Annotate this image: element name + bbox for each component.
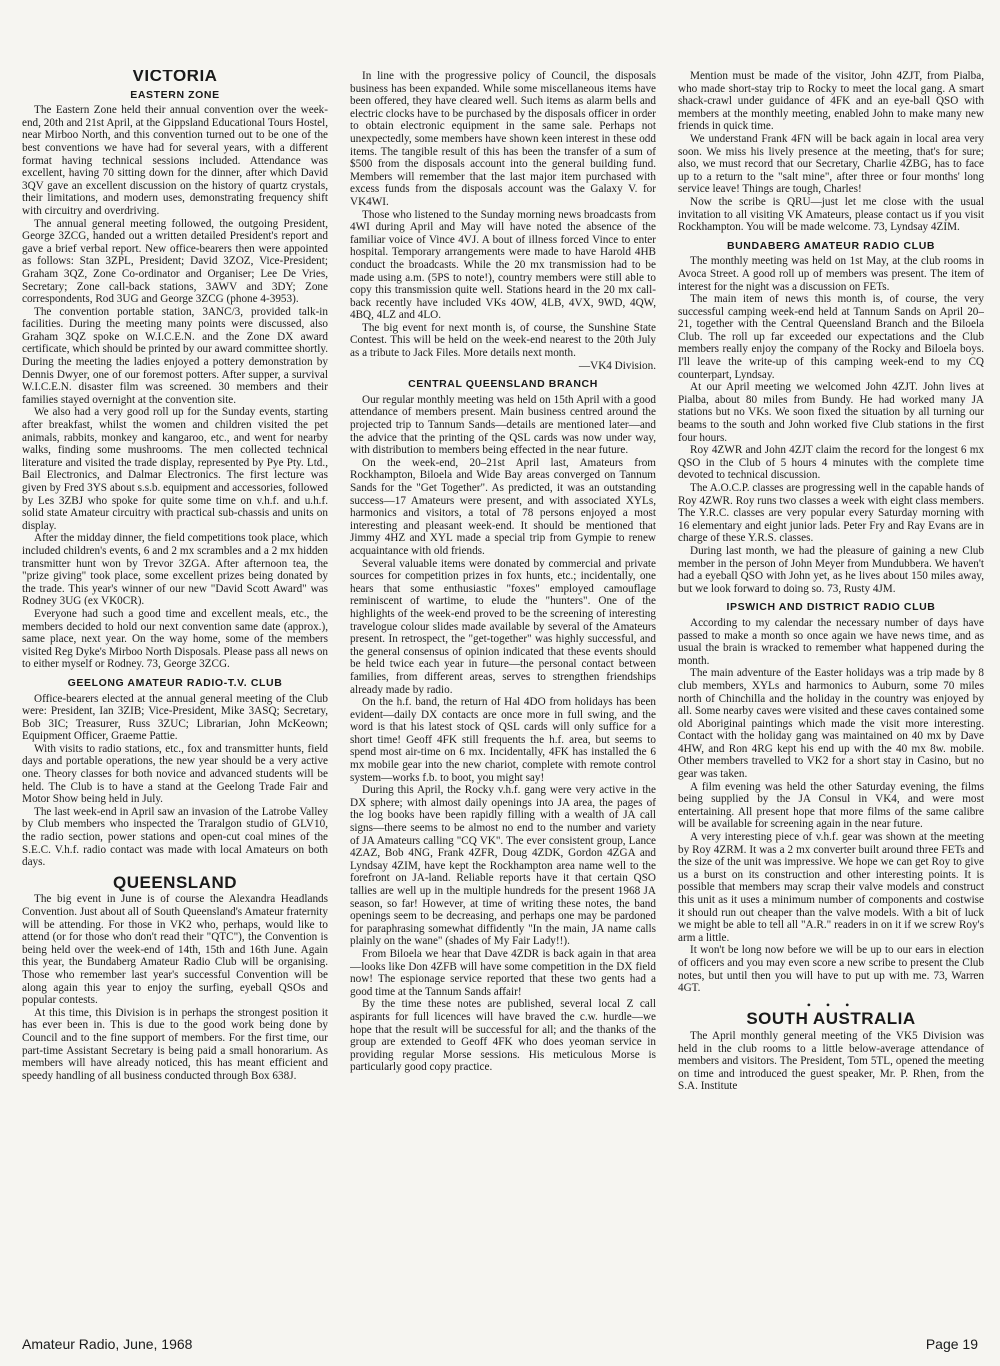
division-signature: —VK4 Division.: [578, 359, 656, 372]
paragraph: By the time these notes are published, several local Z call aspirants for full licences will have braved the c.w. hurdle—we hope that the result will be successful for all; and the thanks of the group are extended to Geoff 4FK who does yeoman service in providing regular Morse sessions. His meticulous Morse is particularly good copy practice.: [350, 998, 656, 1074]
paragraph: With visits to radio stations, etc., fox and transmitter hunts, field days and portable operations, the new year should be a very active one. Theory classes for both novice and advanced students will be held. The Club is to have a stand at the Geelong Trade Fair and Motor Show being held in July.: [22, 742, 328, 806]
column-1: [22, 70, 328, 1310]
paragraph: The monthly meeting was held on 1st May, at the club rooms in Avoca Street. A good roll up of members was present. The item of interest for the night was a discussion on FETs.: [678, 255, 984, 293]
paragraph: On the week-end, 20–21st April last, Amateurs from Rockhampton, Biloela and Wide Bay areas converged on Tannum Sands for the "Get Together". As predicted, it was an outstanding success—17 Amateurs were present, and with associated XYLs, harmonics and visitors, a total of 78 persons enjoyed a most interesting and pleasant week-end. It should be mentioned that Jimmy 4HZ and XYL made a special trip from Gympie to renew acquaintance with old friends.: [350, 456, 656, 557]
paragraph: Our regular monthly meeting was held on 15th April with a good attendance of members present. Main business centred around the projected trip to Tannum Sands—details are mentioned later—and the advice that the printing of the QSL cards was now under way, with distribution to members being effected in the near future.: [350, 393, 656, 457]
paragraph: A film evening was held the other Saturday evening, the films being supplied by the JA Consul in VK4, and were most entertaining. All present hope that more films of the same calibre will be available for screening again in the near future.: [678, 780, 984, 831]
paragraph: The A.O.C.P. classes are progressing well in the capable hands of Roy 4ZWR. Roy runs two classes a week with eight class members. The Y.R.C. classes are very popular every Saturday morning with 16 elementary and eight junior lads. Peter Fry and Ray Evans are in charge of these Y.R.S. classes.: [678, 482, 984, 545]
south-australia-title: SOUTH AUSTRALIA: [746, 1009, 916, 1029]
paragraph: Office-bearers elected at the annual general meeting of the Club were: President, Ian 3ZIB; Vice-President, Mike 3ASQ; Secretary, Bob 3IC; Treasurer, Russ 3ZUC; Librarian, John McKeown; Equipment Officer, Graeme Pattie.: [22, 692, 328, 743]
paragraph: It won't be long now before we will be up to our ears in election of officers and you may even score a new scribe to present the Club notes, but until then you will have to put up with me. 73, Warren 4GT.: [678, 944, 984, 995]
magazine-page: [22, 70, 984, 1310]
paragraph: From Biloela we hear that Dave 4ZDR is back again in that area—looks like Don 4ZFB will have some competition in the DX field now! The espionage service reported that these two gents had a good time at the Tannum Sands affair!: [350, 947, 656, 998]
paragraph: The big event in June is of course the Alexandra Headlands Convention. Just about all of South Queensland's Amateur fraternity will be attending. For those in VK2 who, perhaps, would like to attend (or for those who don't read their "QTC"), the Convention is being held over the week-end of 14th, 15th and 16th June. Again this year, the Bundaberg Amateur Radio Club will be organising. Those who remember last year's successful Convention will be along again this year to enjoy the surfing, eyeball QSOs and popular contests.: [22, 893, 328, 1007]
central-queensland-heading: CENTRAL QUEENSLAND BRANCH: [408, 378, 598, 391]
paragraph: Roy 4ZWR and John 4ZJT claim the record for the longest 6 mx QSO in the Club of 5 hours 4 minutes with the complete time devoted to technical discussion.: [678, 444, 984, 482]
page-number: Page 19: [925, 1336, 978, 1352]
paragraph: After the midday dinner, the field competitions took place, which included children's events, 6 and 2 mx scrambles and a 2 mx hidden transmitter hunt won by Trevor 3ZGA. After afternoon tea, the "prize giving" took place, some excellent prizes being donated by the trade. This year's winner of our new "David Scott Award" was Rodney 3UG (ex VK0CR).: [22, 532, 328, 608]
paragraph: Those who listened to the Sunday morning news broadcasts from 4WI during April and May will have noted the absence of the familiar voice of Vince 4VJ. A bout of illness forced Vince to enter hospital. Temporary arrangements were made to have Harold 4HB conduct the broadcasts. While the 20 mx transmission had to be made using a.m. (5PS to note!), country members were still able to copy this transmission quite well. Stations heard in the 20 mx call-back recently have included VKs 4OW, 4LB, 4VX, 9WD, 4QW, 4BQ, 4LZ and 4LO.: [350, 208, 656, 322]
ipswich-heading: IPSWICH AND DISTRICT RADIO CLUB: [726, 601, 936, 614]
paragraph: In line with the progressive policy of Council, the disposals business has been expanded. While some miscellaneous items have been offered, they have cleared well. Such items as alarm bells and electric clocks have to be purchased by the disposals officer in order to obtain electronic equipment in the same sale. Perhaps not unexpectedly, some members have shown keen interest in these odd items. The tangible result of this has been the transfer of a sum of $500 from the disposals account into the general building fund. Members will remember that the last major item purchased with excess funds from the disposals account was the Galaxy V. for VK4WI.: [350, 70, 656, 208]
eastern-zone-heading: EASTERN ZONE: [130, 88, 220, 101]
queensland-title: QUEENSLAND: [112, 872, 237, 892]
paragraph: Everyone had such a good time and excellent meals, etc., the members decided to hold our next convention same date (approx.), same place, next year. On the way home, some of the members visited Reg Dyke's Mirboo North Disposals. Please pass all news on to either myself or Rodney. 73, George 3ZCG.: [22, 607, 328, 671]
paragraph: At this time, this Division is in perhaps the strongest position it has ever been in. This is due to the good work being done by Council and to the fine support of members. For the first time, our part-time Assistant Secretary is being paid a small honorarium. As members will have already noticed, this has meant efficient and speedy handling of all business conducted through Box 638J.: [22, 1006, 328, 1082]
paragraph: During this April, the Rocky v.h.f. gang were very active in the DX sphere; with almost daily openings into JA area, the pages of the log books have been rapidly filling with a wealth of JA call signs—there seems to be almost no end to the number and variety of JA Amateurs calling "CQ VK". The ever consistent group, Lance 4ZAZ, Bob 4NG, Frank 4ZFR, Doug 4ZDK, Gordon 4ZGA and Lyndsay 4ZIM, have kept the Rockhampton area name well to the forefront on JA-land. Reliable reports have it that certain QSO tallies are well up in the multiple hundreds for the present 1968 JA season, so far! However, at time of writing these notes, the band openings seem to be decreasing, and perhaps one may be pardoned for paraphrasing somewhat diffidently "In the main, JA name calls plainly on the wane" (shades of My Fair Lady!!).: [350, 784, 656, 948]
paragraph: The big event for next month is, of course, the Sunshine State Contest. This will be held on the week-end nearest to the 20th July as a tribute to Jack Files. More details next month.: [350, 321, 656, 360]
paragraph: During last month, we had the pleasure of gaining a new Club member in the person of John Meyer from Mundubbera. We haven't had a eyeball QSO with John yet, as he lives about 150 miles away, but we look forward to doing so. 73, Rusty 4JM.: [678, 544, 984, 595]
column-2: [350, 70, 656, 1310]
paragraph: According to my calendar the necessary number of days have passed to make a month so once again we have news time, and as usual the brain is wracked to remember what happened during the month.: [678, 616, 984, 667]
paragraph: We understand Frank 4FN will be back again in local area very soon. We miss his lively presence at the meeting, that's for sure; also, we must record that our Secretary, Charlie 4ZBG, has to face up to a return to the "salt mine", after three or four months' long service leave! Things are tough, Charles!: [678, 132, 984, 196]
section-divider: • • •: [806, 997, 856, 1012]
geelong-heading: GEELONG AMATEUR RADIO-T.V. CLUB: [67, 676, 283, 689]
paragraph: On the h.f. band, the return of Hal 4DO from holidays has been evident—daily DX contacts are once more in full swing, and the word is that his latest stock of QSL cards will only suffice for a short time! Geoff 4FK still frequents the h.f. area, but seems to spend most air-time on 6 mx. Incidentally, 4FK has installed the 6 mx mobile gear into the new chariot, complete with remote control system—works f.b. to boot, you might say!: [350, 696, 656, 784]
paragraph: Several valuable items were donated by commercial and private sources for competition prizes in fox hunts, etc.; incidentally, one hears that some enthusiastic "foxes" employed camouflage reminiscent of wartime, to elude the "hunters". One of the highlights of the week-end proved to be the screening of interesting travelogue colour slides made available by several of the Amateurs present. In retrospect, the "get-together" was highly successful, and the general consensus of opinion indicated that these events should be held twice each year in future—the personal contact between families, from different areas, serves to strengthen friendships already made by radio.: [350, 557, 656, 696]
paragraph: The main item of news this month is, of course, the very successful camping week-end held at Tannum Sands on April 20–21, together with the Central Queensland Branch and the Biloela Club. The roll up far exceeded our expectations and the Club members really enjoy the company of the Rocky and Biloela boys. I'll leave the write-up of this camping week-end to my CQ counterpart, Lyndsay.: [678, 293, 984, 381]
paragraph: The Eastern Zone held their annual convention over the week-end, 20th and 21st April, at the Gippsland Educational Tours Hostel, near Mirboo North, and this convention turned out to be one of the best conventions we have had for several years, with a different format having technical sessions included. Attendance was excellent, having 70 sitting down for the dinner, after which David 3QV gave an excellent discussion on the history of quartz crystals, their limitations, and modern uses, demonstrating frequency shift with circuitry and overdriving.: [22, 104, 328, 217]
paragraph: The April monthly general meeting of the VK5 Division was held in the club rooms to a little below-average attendance of members and visitors. The President, Tom 5TL, opened the meeting on time and introduced the guest speaker, Mr. P. Rhen, from the S.A. Institute: [678, 1029, 984, 1093]
paragraph: A very interesting piece of v.h.f. gear was shown at the meeting by Roy 4ZRM. It was a 2 mx converter built around three FETs and the size of the unit was impressive. We hope we can get Roy to give us a burst on its construction and other interesting points. It is possible that members may scrap their valve models and construct this unit as it uses a minimum number of components and costwise it should run out cheaper than the valve models. With a bit of luck we might be able to tell all "A.R." readers in on it if we screw Roy's arm a little.: [678, 831, 984, 944]
paragraph: The annual general meeting followed, the outgoing President, George 3ZCG, handed out a written detailed President's report and gave a brief verbal report. New office-bearers then were appointed as follows: Stan 3ZPL, President; David 3ZOZ, Vice-President; Graham 3QZ, Zone Co-ordinator and Organiser; Lee De Vries, Secretary; Zone call-back stations, 3AWV and 3DY; Zone correspondents, Rod 3UG and George 3ZCG (phone 4-3953).: [22, 217, 328, 306]
paragraph: The convention portable station, 3ANC/3, provided talk-in facilities. During the meeting many points were discussed, also Graham 3QZ spoke on W.I.C.E.N. and the Zone DX award certificate, which should be printed by our award committee shortly. During the meeting the ladies enjoyed a pottery demonstration by Dennis Dwyer, one of our foremost potters. After supper, a survival W.I.C.E.N. disaster film was screened. 30 members and their families stayed overnight at the convention site.: [22, 305, 328, 406]
paragraph: Now the scribe is QRU—just let me close with the usual invitation to all visiting VK Amateurs, please contact us if you visit Rockhampton. You will be made welcome. 73, Lyndsay 4ZIM.: [678, 195, 984, 234]
column-3: [678, 70, 984, 1310]
paragraph: Mention must be made of the visitor, John 4ZJT, from Pialba, who made short-stay trip to Rocky to meet the local gang. A smart shack-crawl under guidance of 4FK and an eye-ball QSO with members at the monthly meeting, enabled John to make many new friends in quick time.: [678, 70, 984, 133]
paragraph: At our April meeting we welcomed John 4ZJT. John lives at Pialba, about 80 miles from Bundy. He had worked many JA stations but no VKs. We soon fixed the situation by all turning our beams to the south and John worked five Club stations in the first four hours.: [678, 381, 984, 444]
paragraph: The main adventure of the Easter holidays was a trip made by 8 club members, XYLs and harmonics to Auburn, some 70 miles north of Chinchilla and the holiday in the country was enjoyed by all. Some nearby caves were visited and these caves contained some old Aboriginal paintings which made the visit more interesting. Contact with the holiday gang was maintained on 40 mx by Dave 4HW, and Ron 4RG kept his end up with the 40 mx 8w. mobile. Other members travelled to VK2 for a short stay in Casino, but no gear was taken.: [678, 667, 984, 781]
bundaberg-heading: BUNDABERG AMATEUR RADIO CLUB: [726, 239, 936, 252]
paragraph: We also had a very good roll up for the Sunday events, starting after breakfast, whilst the women and children visited the pet animals, rabbits, monkey and kangaroo, etc., and went for nearby walks, finding some mushrooms. The men collected technical literature and visited the trade display, represented by Pye Pty. Ltd., Bail Electronics, and Dalmar Electronics. The first lecture was given by Fred 3YS about s.s.b. equipment and accessories, followed by Les 3ZBJ who spoke for quite some time on v.h.f. and u.h.f. solid state Amateur circuitry with practical sub-chassis and units on display.: [22, 406, 328, 532]
paragraph: The last week-end in April saw an invasion of the Latrobe Valley by Club members who inspected the Traralgon studio of GLV10, the radio section, power stations and open-cut coal mines of the S.E.C. V.h.f. radio contact was made with local Amateurs on both days.: [22, 805, 328, 869]
publication-name: Amateur Radio, June, 1968: [22, 1336, 193, 1352]
page-footer: [22, 1336, 978, 1352]
victoria-title: VICTORIA: [132, 70, 218, 85]
